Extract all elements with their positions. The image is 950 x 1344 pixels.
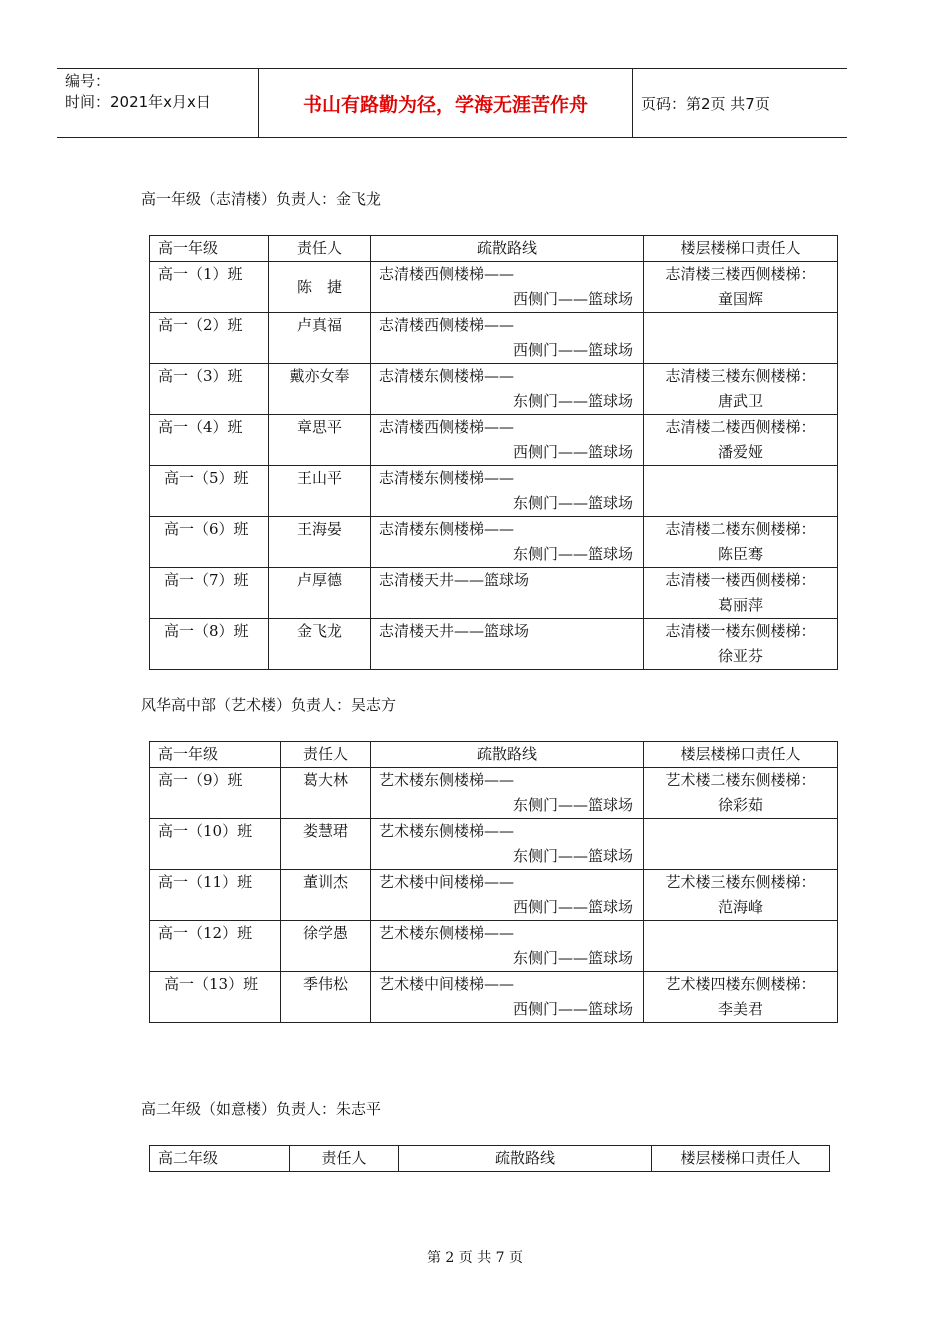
route-cell [371,262,644,313]
class-cell: 高一（4）班 [150,415,269,466]
floor-line-2: 徐彩茹 [717,796,763,814]
floor-line-2: 陈臣骞 [717,545,763,563]
class-cell: 高一（11）班 [150,870,281,921]
route-line-1: 艺术楼东侧楼梯—— [379,924,515,942]
class-cell: 高一（7）班 [150,568,269,619]
route-line-2: 西侧门——篮球场 [512,898,633,916]
table-row [150,364,838,415]
route-cell [371,364,644,415]
route-cell [371,619,644,670]
person-cell: 季伟松 [281,972,371,1023]
table-row [150,619,838,670]
route-line-1: 艺术楼中间楼梯—— [379,975,515,993]
floor-cell [644,262,838,313]
route-line-1: 志清楼东侧楼梯—— [379,367,515,385]
number-label: 编号： [65,72,111,90]
time-label: 时间：2021年x月x日 [65,93,211,111]
document-header [57,68,847,138]
floor-line-1: 志清楼二楼西侧楼梯： [665,418,816,436]
table-row [150,870,838,921]
route-line-2: 西侧门——篮球场 [512,341,633,359]
floor-line-1: 志清楼一楼东侧楼梯： [665,622,816,640]
route-line-2 [379,593,643,618]
table-row [150,921,838,972]
column-header: 楼层楼梯口责任人 [652,1146,830,1172]
person-cell: 章思平 [269,415,371,466]
class-cell: 高一（13）班 [150,972,281,1023]
route-line-2: 东侧门——篮球场 [512,392,633,410]
route-cell [371,415,644,466]
route-cell [371,466,644,517]
floor-line-1: 志清楼三楼西侧楼梯： [665,265,816,283]
section-title-2: 风华高中部（艺术楼）负责人：吴志方 [141,696,397,714]
floor-line-1: 艺术楼四楼东侧楼梯： [665,975,816,993]
route-line-2 [379,644,643,669]
table-row [150,262,838,313]
table-row [150,517,838,568]
floor-line-2: 葛丽萍 [717,596,763,614]
column-header: 疏散路线 [399,1146,652,1172]
route-line-1: 艺术楼东侧楼梯—— [379,771,515,789]
header-meta [57,69,257,137]
floor-cell [644,364,838,415]
floor-cell [644,466,838,517]
evacuation-table-3 [149,1145,830,1172]
column-header: 疏散路线 [371,236,644,262]
route-line-2: 西侧门——篮球场 [512,443,633,461]
class-cell: 高一（1）班 [150,262,269,313]
column-header: 责任人 [290,1146,399,1172]
class-cell: 高一（6）班 [150,517,269,568]
floor-line-1: 艺术楼二楼东侧楼梯： [665,771,816,789]
route-line-1: 志清楼西侧楼梯—— [379,418,515,436]
table-row [150,819,838,870]
table-row [150,313,838,364]
floor-cell [644,517,838,568]
evacuation-table-2 [149,741,838,1023]
floor-line-2: 童国辉 [717,290,763,308]
column-header: 疏散路线 [371,742,644,768]
floor-line-1: 志清楼一楼西侧楼梯： [665,571,816,589]
section-title-1: 高一年级（志清楼）负责人：金飞龙 [141,190,382,208]
class-cell: 高一（12）班 [150,921,281,972]
floor-cell [644,870,838,921]
route-line-1: 艺术楼东侧楼梯—— [379,822,515,840]
route-line-1: 志清楼天井——篮球场 [379,622,530,640]
floor-line-2: 唐武卫 [717,392,763,410]
column-header: 高一年级 [150,742,281,768]
table-header-row [150,236,838,262]
table-row [150,972,838,1023]
route-line-2: 西侧门——篮球场 [512,1000,633,1018]
class-cell: 高一（10）班 [150,819,281,870]
person-cell: 王海晏 [269,517,371,568]
floor-cell [644,313,838,364]
route-cell [371,819,644,870]
class-cell: 高一（9）班 [150,768,281,819]
table-row [150,768,838,819]
floor-line-2: 潘爱娅 [717,443,763,461]
page-footer: 第 2 页 共 7 页 [426,1250,524,1266]
table-row [150,415,838,466]
class-cell: 高一（5）班 [150,466,269,517]
class-cell: 高一（3）班 [150,364,269,415]
class-cell: 高一（2）班 [150,313,269,364]
person-cell: 戴亦女奉 [269,364,371,415]
floor-cell [644,972,838,1023]
person-cell: 卢厚德 [269,568,371,619]
table-row [150,466,838,517]
route-line-1: 艺术楼中间楼梯—— [379,873,515,891]
person-cell: 卢真福 [269,313,371,364]
column-header: 楼层楼梯口责任人 [644,236,838,262]
floor-line-1: 艺术楼三楼东侧楼梯： [665,873,816,891]
table-row [150,568,838,619]
column-header: 高二年级 [150,1146,290,1172]
person-cell: 葛大林 [281,768,371,819]
route-cell [371,517,644,568]
route-line-2: 东侧门——篮球场 [512,494,633,512]
route-line-2: 西侧门——篮球场 [512,290,633,308]
route-line-2: 东侧门——篮球场 [512,545,633,563]
evacuation-table-1 [149,235,838,670]
route-line-2: 东侧门——篮球场 [512,949,633,967]
person-cell: 徐学愚 [281,921,371,972]
route-cell [371,568,644,619]
column-header: 责任人 [281,742,371,768]
section-title-3: 高二年级（如意楼）负责人：朱志平 [141,1100,382,1118]
column-header: 高一年级 [150,236,269,262]
header-page-label: 页码：第2页 共7页 [641,94,770,113]
floor-cell [644,819,838,870]
route-line-1: 志清楼西侧楼梯—— [379,265,515,283]
person-cell: 王山平 [269,466,371,517]
floor-line-2: 李美君 [717,1000,763,1018]
floor-cell [644,415,838,466]
person-cell: 金飞龙 [269,619,371,670]
route-line-1: 志清楼东侧楼梯—— [379,520,515,538]
floor-line-1: 志清楼三楼东侧楼梯： [665,367,816,385]
route-cell [371,870,644,921]
route-cell [371,313,644,364]
table-header-row [150,742,838,768]
floor-cell [644,619,838,670]
route-cell [371,972,644,1023]
route-line-1: 志清楼东侧楼梯—— [379,469,515,487]
floor-cell [644,921,838,972]
floor-line-2: 范海峰 [717,898,763,916]
class-cell: 高一（8）班 [150,619,269,670]
route-line-1: 志清楼天井——篮球场 [379,571,530,589]
route-line-1: 志清楼西侧楼梯—— [379,316,515,334]
route-cell [371,768,644,819]
route-line-2: 东侧门——篮球场 [512,796,633,814]
floor-cell [644,768,838,819]
floor-cell [644,568,838,619]
person-cell: 董训杰 [281,870,371,921]
table-header-row [150,1146,830,1172]
route-line-2: 东侧门——篮球场 [512,847,633,865]
floor-line-1: 志清楼二楼东侧楼梯： [665,520,816,538]
route-cell [371,921,644,972]
floor-line-2: 徐亚芬 [717,647,763,665]
person-cell: 陈 捷 [269,262,371,313]
header-motto: 书山有路勤为径，学海无涯苦作舟 [258,69,633,137]
column-header: 楼层楼梯口责任人 [644,742,838,768]
person-cell: 娄慧珺 [281,819,371,870]
column-header: 责任人 [269,236,371,262]
